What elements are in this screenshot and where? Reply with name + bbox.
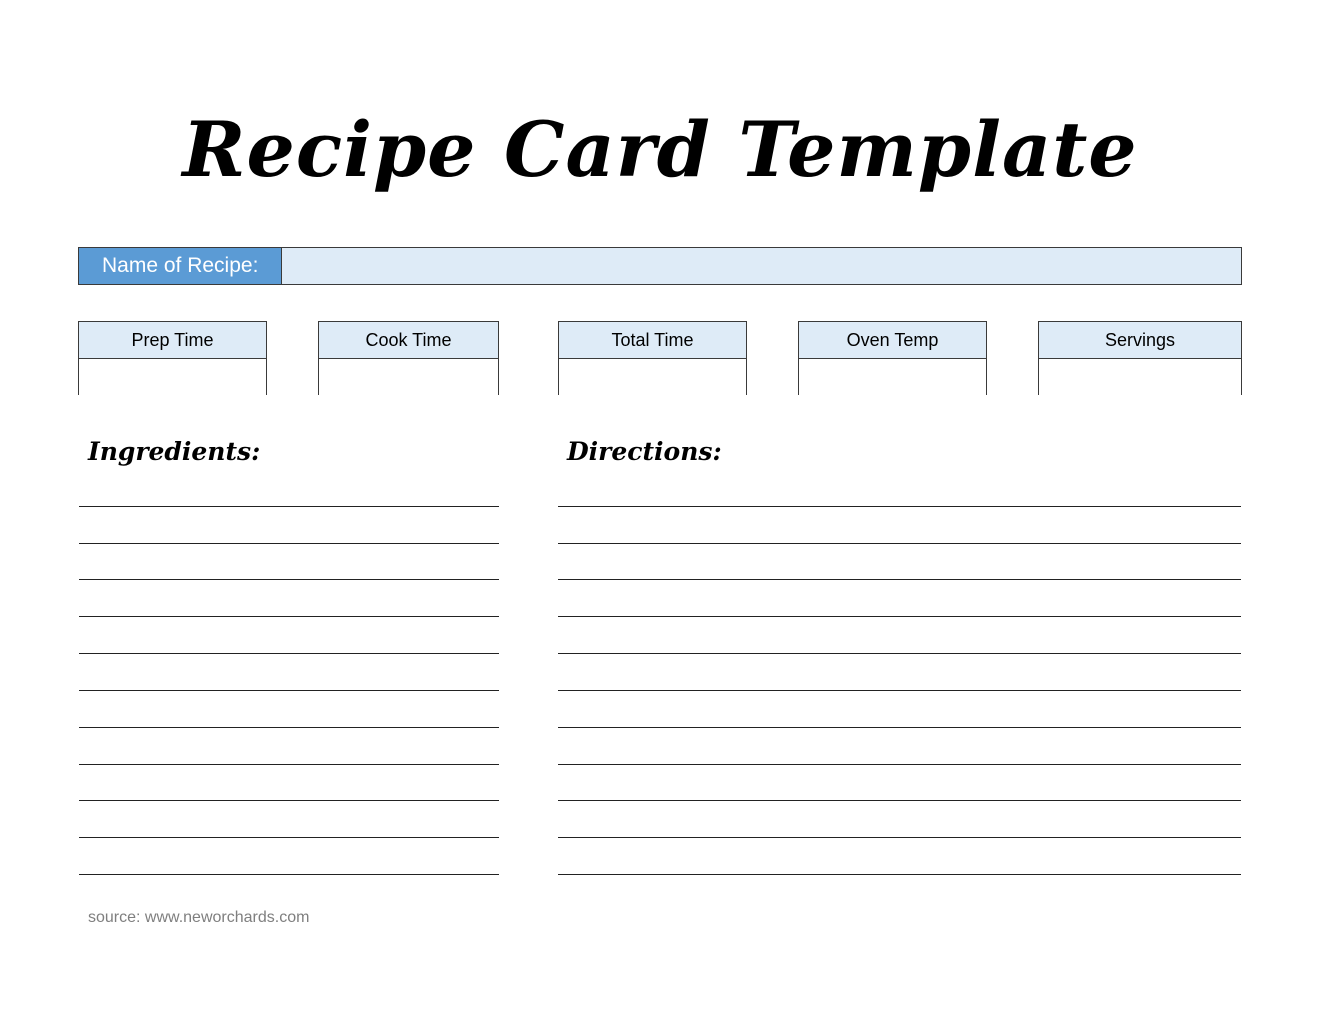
ingredients-lines — [79, 471, 499, 876]
direction-line[interactable] — [558, 802, 1241, 838]
total-time-input[interactable] — [559, 359, 746, 395]
direction-line[interactable] — [558, 618, 1241, 654]
direction-line[interactable] — [558, 729, 1241, 765]
total-time-box — [558, 321, 747, 395]
oven-temp-input[interactable] — [799, 359, 986, 395]
direction-line[interactable] — [558, 692, 1241, 728]
cook-time-input[interactable] — [319, 359, 498, 395]
servings-input[interactable] — [1039, 359, 1241, 395]
ingredient-line[interactable] — [79, 729, 499, 765]
directions-lines — [558, 471, 1241, 876]
page-title: Recipe Card Template — [182, 105, 1138, 194]
ingredient-line[interactable] — [79, 508, 499, 544]
direction-line[interactable] — [558, 655, 1241, 691]
source-credit: source: www.neworchards.com — [88, 909, 310, 926]
direction-line[interactable] — [558, 581, 1241, 617]
total-time-label: Total Time — [559, 322, 746, 359]
ingredient-line[interactable] — [79, 471, 499, 507]
servings-box — [1038, 321, 1242, 395]
direction-line[interactable] — [558, 471, 1241, 507]
ingredient-line[interactable] — [79, 581, 499, 617]
servings-label: Servings — [1039, 322, 1241, 359]
ingredient-line[interactable] — [79, 618, 499, 654]
prep-time-input[interactable] — [79, 359, 266, 395]
directions-heading: Directions: — [567, 437, 722, 466]
ingredient-line[interactable] — [79, 544, 499, 580]
ingredients-heading: Ingredients: — [88, 437, 261, 466]
cook-time-label: Cook Time — [319, 322, 498, 359]
direction-line[interactable] — [558, 508, 1241, 544]
prep-time-box — [78, 321, 267, 395]
direction-line[interactable] — [558, 839, 1241, 875]
prep-time-label: Prep Time — [79, 322, 266, 359]
direction-line[interactable] — [558, 765, 1241, 801]
ingredient-line[interactable] — [79, 692, 499, 728]
oven-temp-label: Oven Temp — [799, 322, 986, 359]
recipe-name-label: Name of Recipe: — [79, 248, 282, 284]
cook-time-box — [318, 321, 499, 395]
ingredient-line[interactable] — [79, 765, 499, 801]
ingredient-line[interactable] — [79, 839, 499, 875]
ingredient-line[interactable] — [79, 802, 499, 838]
oven-temp-box — [798, 321, 987, 395]
ingredient-line[interactable] — [79, 655, 499, 691]
recipe-name-row — [78, 247, 1242, 285]
recipe-name-input[interactable] — [282, 248, 1241, 284]
direction-line[interactable] — [558, 544, 1241, 580]
